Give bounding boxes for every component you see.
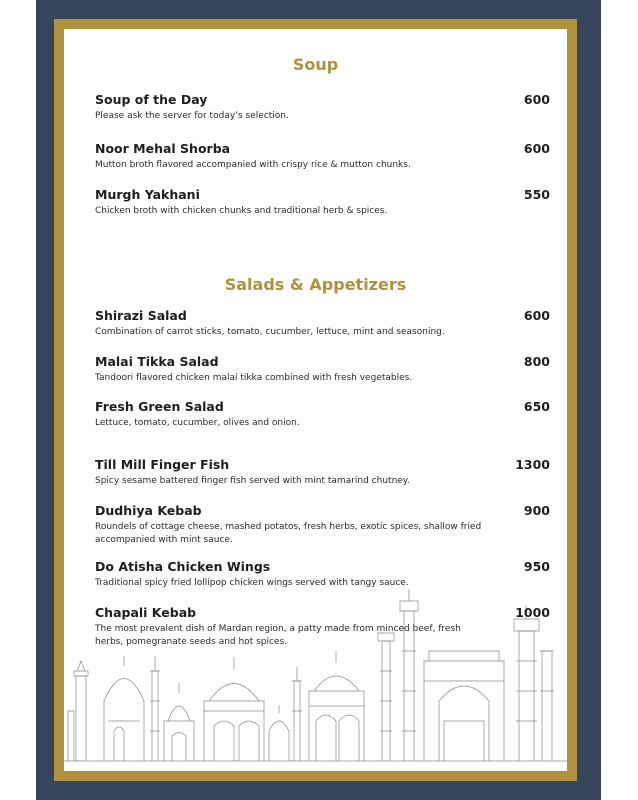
menu-item bbox=[95, 354, 550, 385]
item-price: 800 bbox=[523, 354, 550, 369]
menu-item bbox=[95, 457, 550, 488]
item-name: Chapali Kebab bbox=[95, 605, 197, 620]
item-description: Mutton broth flavored accompanied with crispy rice & mutton chunks. bbox=[95, 160, 411, 170]
item-price: 1000 bbox=[515, 605, 550, 620]
menu-item bbox=[95, 399, 550, 430]
item-description: Tandoori flavored chicken malai tikka combined with fresh vegetables. bbox=[95, 373, 413, 383]
item-name: Do Atisha Chicken Wings bbox=[95, 559, 271, 574]
item-description: The most prevalent dish of Mardan region, a patty made from minced beef, fresh herbs, pomegranate seeds and hot spices. bbox=[95, 624, 461, 647]
item-price: 950 bbox=[523, 559, 550, 574]
menu-item bbox=[95, 92, 550, 123]
menu-gold-border bbox=[54, 19, 577, 781]
city-skyline-illustration bbox=[64, 571, 567, 771]
item-price: 650 bbox=[523, 399, 550, 414]
item-name: Till Mill Finger Fish bbox=[95, 457, 230, 472]
item-description: Chicken broth with chicken chunks and traditional herb & spices. bbox=[95, 206, 388, 216]
item-description: Combination of carrot sticks, tomato, cucumber, lettuce, mint and seasoning. bbox=[95, 327, 445, 337]
item-name: Shirazi Salad bbox=[95, 308, 187, 323]
item-name: Fresh Green Salad bbox=[95, 399, 224, 414]
item-name: Malai Tikka Salad bbox=[95, 354, 219, 369]
menu-item bbox=[95, 559, 550, 590]
item-description: Roundels of cottage cheese, mashed potatos, fresh herbs, exotic spices, shallow fried accompanied with mint sauce. bbox=[95, 522, 482, 545]
item-price: 600 bbox=[523, 308, 550, 323]
menu-item bbox=[95, 187, 550, 218]
item-name: Murgh Yakhani bbox=[95, 187, 200, 202]
item-price: 900 bbox=[523, 503, 550, 518]
menu-outer-frame bbox=[36, 0, 601, 800]
menu-item bbox=[95, 605, 550, 649]
item-name: Noor Mehal Shorba bbox=[95, 141, 231, 156]
item-description: Spicy sesame battered finger fish served with mint tamarind chutney. bbox=[95, 476, 410, 486]
section-title-soup: Soup bbox=[292, 55, 339, 74]
menu-item bbox=[95, 308, 550, 339]
item-description: Please ask the server for today’s selection. bbox=[95, 111, 289, 121]
menu-card bbox=[64, 29, 567, 771]
menu-item bbox=[95, 503, 550, 547]
item-price: 550 bbox=[523, 187, 550, 202]
item-price: 600 bbox=[523, 92, 550, 107]
item-price: 1300 bbox=[515, 457, 550, 472]
item-name: Soup of the Day bbox=[95, 92, 208, 107]
item-description: Traditional spicy fried lollipop chicken wings served with tangy sauce. bbox=[95, 578, 409, 588]
item-name: Dudhiya Kebab bbox=[95, 503, 202, 518]
menu-item bbox=[95, 141, 550, 172]
item-description: Lettuce, tomato, cucumber, olives and onion. bbox=[95, 418, 300, 428]
section-title-salads: Salads & Appetizers bbox=[224, 275, 407, 294]
item-price: 600 bbox=[523, 141, 550, 156]
